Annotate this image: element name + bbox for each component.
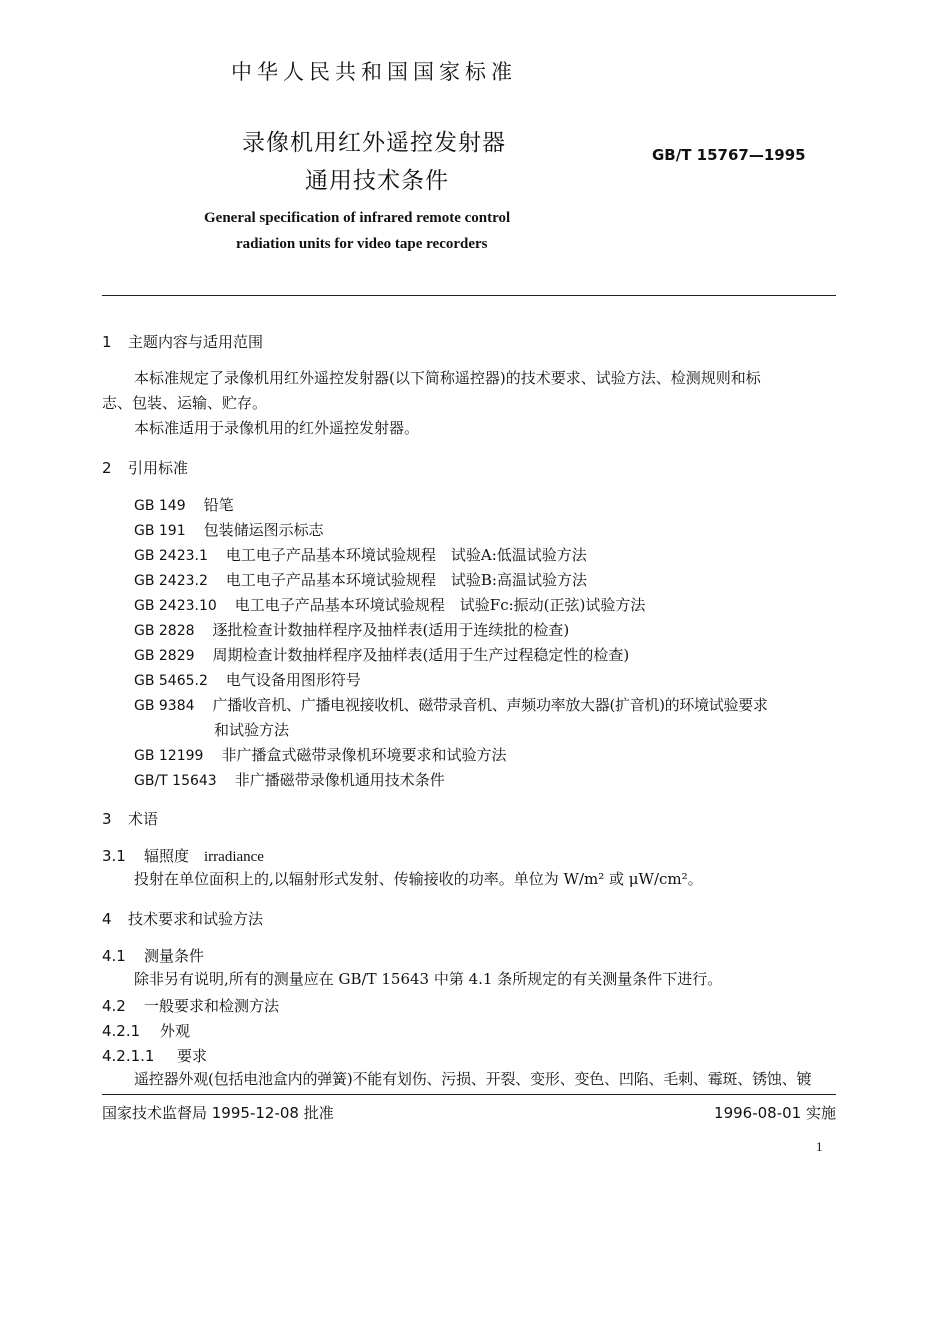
reference-code: GB 149 bbox=[134, 498, 186, 514]
subsection-number: 4.2.1.1 bbox=[102, 1047, 155, 1065]
reference-title: 电工电子产品基本环境试验规程 试验B:高温试验方法 bbox=[225, 571, 587, 589]
reference-code: GB 2423.1 bbox=[134, 548, 208, 564]
subsection-4-1-heading bbox=[102, 945, 204, 966]
subsection-title: 一般要求和检测方法 bbox=[144, 999, 280, 1015]
subsection-4-2-1-heading bbox=[102, 1020, 190, 1041]
reference-code: GB 12199 bbox=[134, 748, 204, 764]
subsection-number: 4.2 bbox=[102, 997, 126, 1015]
subsection-3-1-heading bbox=[102, 845, 264, 866]
reference-item bbox=[134, 594, 645, 615]
reference-title: 电工电子产品基本环境试验规程 试验A:低温试验方法 bbox=[225, 546, 587, 564]
section-1-heading bbox=[102, 331, 263, 352]
section-number: 1 bbox=[102, 333, 112, 351]
subsection-4-1-text: 除非另有说明,所有的测量应在 GB/T 15643 中第 4.1 条所规定的有关测量条件下进行。 bbox=[134, 970, 723, 988]
section-2-heading bbox=[102, 457, 188, 478]
reference-item bbox=[134, 569, 587, 590]
subsection-title: 辐照度 irradiance bbox=[144, 849, 264, 865]
reference-code: GB/T 15643 bbox=[134, 773, 217, 789]
subsection-4-2-1-1-heading bbox=[102, 1045, 207, 1066]
subsection-number: 3.1 bbox=[102, 847, 126, 865]
standard-number: GB/T 15767—1995 bbox=[652, 146, 806, 164]
implementation-date: 1996-08-01 实施 bbox=[714, 1104, 836, 1122]
section-title: 主题内容与适用范围 bbox=[128, 333, 264, 351]
section-number: 4 bbox=[102, 910, 112, 928]
document-title-line1: 录像机用红外遥控发射器 bbox=[242, 130, 506, 156]
reference-title: 铅笔 bbox=[203, 496, 234, 514]
reference-item bbox=[134, 494, 234, 515]
english-title-line2: radiation units for video tape recorders bbox=[236, 236, 488, 252]
reference-item bbox=[134, 519, 324, 540]
section-1-paragraph-2: 本标准适用于录像机用的红外遥控发射器。 bbox=[134, 419, 420, 437]
section-number: 3 bbox=[102, 810, 112, 828]
page-number: 1 bbox=[816, 1139, 823, 1154]
english-title-line1: General specification of infrared remote control bbox=[204, 210, 511, 226]
reference-code: GB 191 bbox=[134, 523, 186, 539]
reference-title: 和试验方法 bbox=[214, 721, 290, 739]
reference-code: GB 2829 bbox=[134, 648, 195, 664]
section-title: 引用标准 bbox=[128, 459, 189, 477]
section-number: 2 bbox=[102, 459, 112, 477]
subsection-4-2-heading bbox=[102, 995, 279, 1016]
definition-text: 投射在单位面积上的,以辐射形式发射、传输接收的功率。单位为 W/m² 或 μW/cm²。 bbox=[134, 870, 703, 888]
document-title-line2: 通用技术条件 bbox=[305, 168, 449, 194]
subsection-number: 4.2.1 bbox=[102, 1022, 141, 1040]
section-title: 技术要求和试验方法 bbox=[128, 910, 264, 928]
reference-item bbox=[134, 694, 768, 715]
section-4-heading bbox=[102, 908, 263, 929]
subsection-title: 外观 bbox=[160, 1024, 191, 1040]
section-title: 术语 bbox=[128, 810, 159, 828]
reference-code: GB 2423.2 bbox=[134, 573, 208, 589]
reference-code: GB 5465.2 bbox=[134, 673, 208, 689]
reference-title: 广播收音机、广播电视接收机、磁带录音机、声频功率放大器(扩音机)的环境试验要求 bbox=[212, 696, 768, 714]
reference-title: 电气设备用图形符号 bbox=[225, 671, 361, 689]
approval-note: 国家技术监督局 1995-12-08 批准 bbox=[102, 1104, 334, 1122]
national-standard-heading: 中华人民共和国国家标准 bbox=[231, 60, 517, 84]
reference-item bbox=[134, 644, 629, 665]
reference-item bbox=[134, 769, 445, 790]
reference-title: 周期检查计数抽样程序及抽样表(适用于生产过程稳定性的检查) bbox=[212, 646, 630, 664]
reference-title: 包装储运图示标志 bbox=[203, 521, 324, 539]
subsection-title: 测量条件 bbox=[144, 949, 205, 965]
reference-title: 非广播盒式磁带录像机环境要求和试验方法 bbox=[221, 746, 507, 764]
reference-item bbox=[134, 619, 569, 640]
subsection-title: 要求 bbox=[177, 1049, 208, 1065]
reference-item-continuation bbox=[214, 719, 289, 740]
reference-item bbox=[134, 669, 361, 690]
section-1-paragraph-line1: 本标准规定了录像机用红外遥控发射器(以下简称遥控器)的技术要求、试验方法、检测规则和标 bbox=[134, 369, 761, 387]
reference-title: 逐批检查计数抽样程序及抽样表(适用于连续批的检查) bbox=[212, 621, 570, 639]
reference-item bbox=[134, 544, 587, 565]
reference-title: 电工电子产品基本环境试验规程 试验Fc:振动(正弦)试验方法 bbox=[234, 596, 646, 614]
reference-item bbox=[134, 744, 506, 765]
subsection-4-2-1-1-text: 遥控器外观(包括电池盒内的弹簧)不能有划伤、污损、开裂、变形、变色、凹陷、毛刺、霉斑、锈蚀、镀 bbox=[134, 1070, 812, 1088]
reference-code: GB 2423.10 bbox=[134, 598, 217, 614]
section-3-heading bbox=[102, 808, 158, 829]
footer-divider bbox=[102, 1094, 836, 1095]
reference-code: GB 2828 bbox=[134, 623, 195, 639]
reference-title: 非广播磁带录像机通用技术条件 bbox=[234, 771, 445, 789]
subsection-number: 4.1 bbox=[102, 947, 126, 965]
section-1-paragraph-line2: 志、包装、运输、贮存。 bbox=[102, 394, 268, 412]
header-divider bbox=[102, 295, 836, 296]
reference-code: GB 9384 bbox=[134, 698, 195, 714]
